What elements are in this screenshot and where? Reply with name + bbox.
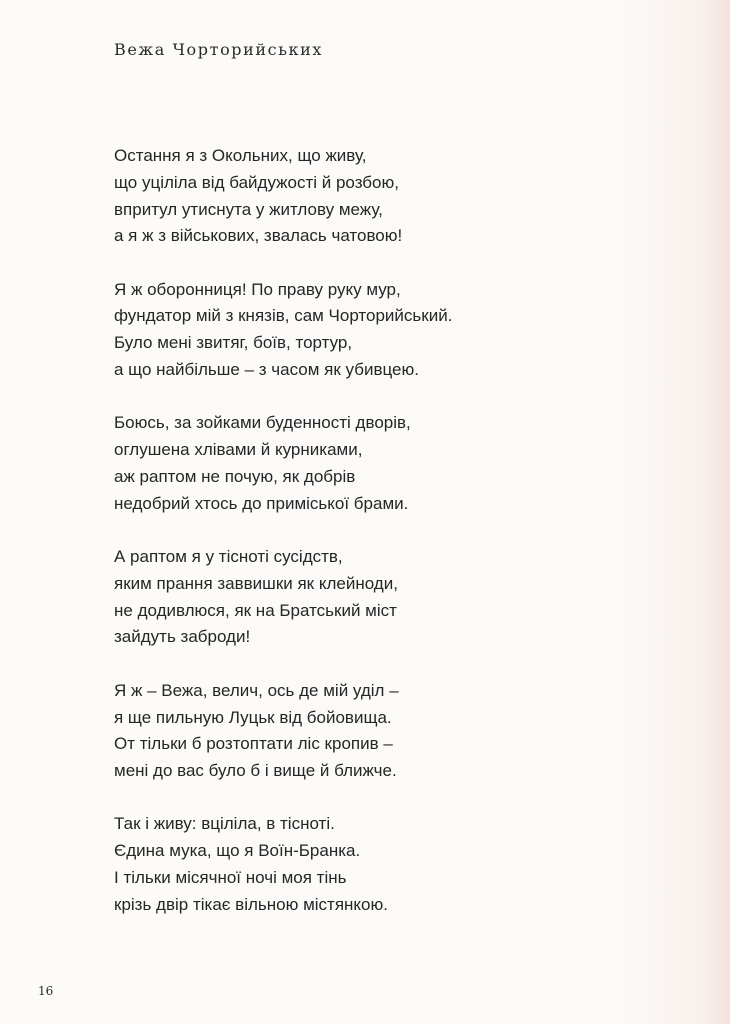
poem-line: оглушена хлівами й курниками, bbox=[114, 440, 363, 460]
poem-body bbox=[114, 143, 674, 945]
poem-line: Остання я з Окольних, що живу, bbox=[114, 146, 367, 165]
poem-line: що уціліла від байдужості й розбою, bbox=[114, 172, 399, 192]
poem-line: недобрий хтось до приміської брами. bbox=[114, 493, 409, 513]
poem-line: Так і живу: вціліла, в тісноті. bbox=[114, 814, 335, 834]
stanza-1 bbox=[114, 143, 674, 250]
poem-line: Я ж оборонниця! По праву руку мур, bbox=[114, 279, 401, 299]
poem-title: Вежа Чорторийських bbox=[114, 40, 324, 59]
poem-line: аж раптом не почую, як добрів bbox=[114, 466, 356, 486]
poem-line: впритул утиснута у житлову межу, bbox=[114, 199, 383, 219]
page-number: 16 bbox=[38, 984, 54, 998]
poem-line: яким прання заввишки як клейноди, bbox=[114, 573, 398, 593]
poem-line: мені до вас було б і вище й ближче. bbox=[114, 761, 397, 781]
stanza-4 bbox=[114, 544, 674, 651]
poem-line: не додивлюся, як на Братський міст bbox=[114, 600, 397, 620]
stanza-6 bbox=[114, 811, 674, 918]
poem-line: І тільки місячної ночі моя тінь bbox=[114, 868, 347, 888]
poem-line: а я ж з військових, звалась чатовою! bbox=[114, 226, 403, 246]
poem-line: зайдуть заброди! bbox=[114, 627, 251, 647]
poem-line: фундатор мій з князів, сам Чорторийський. bbox=[114, 306, 453, 326]
poem-line: А раптом я у тісноті сусідств, bbox=[114, 547, 343, 567]
poem-line: Єдина мука, що я Воїн-Бранка. bbox=[114, 841, 361, 861]
poem-line: Я ж – Вежа, велич, ось де мій уділ – bbox=[114, 680, 399, 700]
stanza-5 bbox=[114, 678, 674, 785]
poem-line: Було мені звитяг, боїв, тортур, bbox=[114, 333, 353, 353]
stanza-2 bbox=[114, 277, 674, 384]
poem-line: Боюсь, за зойками буденності дворів, bbox=[114, 413, 411, 433]
poem-line: а що найбільше – з часом як убивцею. bbox=[114, 360, 419, 380]
poem-line: От тільки б розтоптати ліс кропив – bbox=[114, 734, 393, 754]
poem-line: крізь двір тікає вільною містянкою. bbox=[114, 894, 388, 914]
poem-line: я ще пильную Луцьк від бойовища. bbox=[114, 707, 392, 727]
stanza-3 bbox=[114, 410, 674, 517]
